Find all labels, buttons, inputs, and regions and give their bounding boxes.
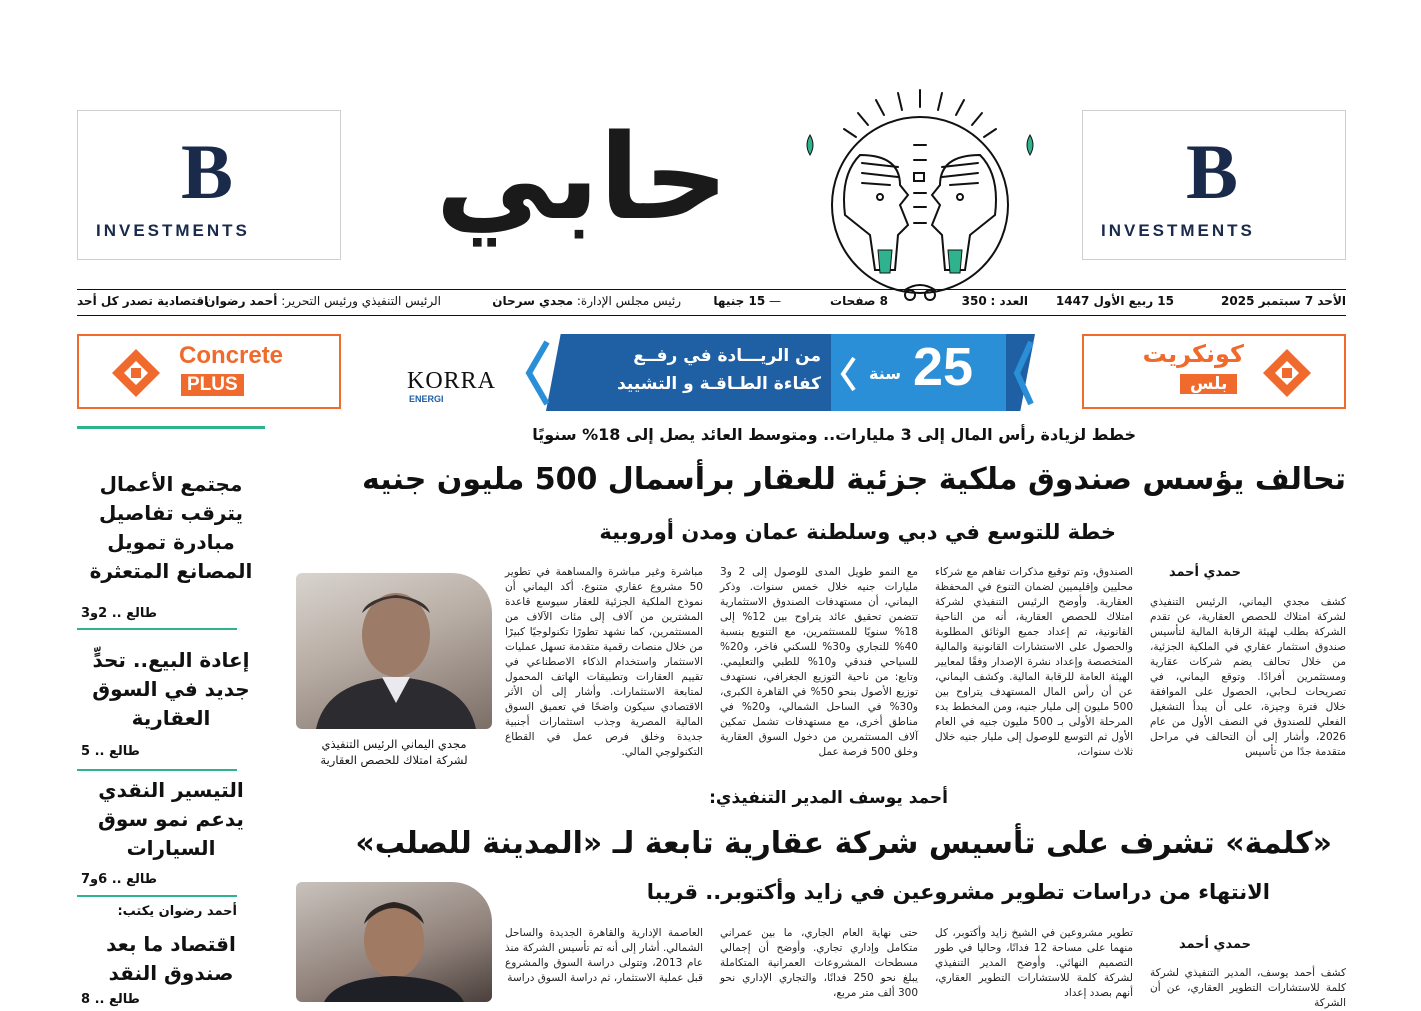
newspaper-title[interactable]: حابي: [435, 108, 729, 246]
person-silhouette-icon: [296, 573, 492, 729]
concrete-ar-line1: كونكريت: [1142, 340, 1244, 368]
chevron-icon: [839, 356, 857, 392]
investments-wordmark: INVESTMENTS: [1101, 221, 1255, 240]
story2-column-1: كشف أحمد يوسف، المدير التنفيذي لشركة كلمة للاستشارات التطوير العقاري، عن أن الشركة: [1150, 967, 1346, 1009]
right-investments-ad[interactable]: [1082, 110, 1346, 260]
editor-in-chief: الرئيس التنفيذي ورئيس التحرير: أحمد رضوان: [205, 294, 441, 308]
korra-years-number: 25: [913, 337, 974, 397]
caption-line: مجدي اليماني الرئيس التنفيذي: [321, 737, 467, 751]
sidebar-divider: [77, 628, 237, 630]
story1-column-3: مع النمو طويل المدى للوصول إلى 2 و3 مليارات جنيه خلال خمس سنوات. وذكر اليماني، أن مستهدفات الصندوق الاستثمارية تتضمن تحقيق عائد يتراوح بين 12% إلى 18% سنويًا للمستثمرين، مع التنويع بنسبة 40% للتجاري و30% للسكني فاخر، و20% للسياحي فندقي و10% للطبي والتعليمي. وتابع: من ناحية التوزيع الجغرافي، نستهدف توزيع الأصول بنحو 50% في القاهرة الكبرى، و30% في الساحل الشمالي، و20% في مناطق أخرى، مع مستهدفات تشمل تمكين آلاف المستثمرين من دخول السوق العقارية وخلق 500 فرصة عمل: [720, 566, 918, 758]
story2-column-4: العاصمة الإدارية والقاهرة الجديدة والساحل الشمالي. أشار إلى أنه تم تأسيس الشركة منذ عام 2013، وتتولى دراسة السوق والمشروع قبل عملية الاستثمار، ثم دراسة السوق دراسة: [505, 927, 703, 984]
sidebar-ref[interactable]: طالع .. 2و3: [81, 606, 158, 621]
sidebar-title-line: جديد في السوق: [92, 677, 250, 701]
story1-byline: حمدي أحمد: [1168, 565, 1242, 580]
sidebar-title-line: العقارية: [131, 706, 211, 730]
story2-photo[interactable]: [296, 882, 492, 1002]
sidebar-title-line: مبادرة تمويل: [107, 530, 235, 554]
sidebar-title-line: اقتصاد ما بعد: [106, 932, 236, 956]
story1-kicker: خطط لزيادة رأس المال إلى 3 مليارات.. ومتوسط العائد يصل إلى 18% سنويًا: [532, 425, 1136, 444]
korra-energy-ad[interactable]: [403, 334, 1035, 411]
masthead-rule-bottom: [77, 315, 1346, 316]
concrete-plus-ad-ar[interactable]: [1082, 334, 1346, 409]
pharaonic-emblem-icon: [800, 85, 1040, 300]
sidebar-divider: [77, 895, 237, 897]
person-silhouette-icon: [296, 882, 492, 1002]
concrete-en-line2: PLUS: [181, 374, 244, 396]
korra-sub: ENERGI: [409, 394, 444, 404]
concrete-logo-icon: [109, 346, 163, 400]
story1-column-4: مباشرة وغير مباشرة والمساهمة في تطوير 50 مشروع عقاري متنوع. أكد اليماني أن نموذج الملكية الجزئية للعقار سيوسع قاعدة المشترين من آلاف إلى مئات الآلاف من المستثمرين، كما نشهد تطورًا تكنولوجيًا كبيرًا من خلال منصات رقمية متقدمة تسهل عمليات الاستثمار واستخدام الذكاء الاصطناعي في تقييم العقارات وتطبيقات الهاتف المحمول لمتابعة الاستثمارات. وأشار إلى أن الأثر الاقتصادي سيكون واضحًا في تعميق السوق المالية المصرية وجذب استثمارات أجنبية جديدة وخلق فرص عمل في القطاع التكنولوجي المالي.: [505, 566, 703, 758]
korra-tagline-2: كفاءة الطـاقـة و التشييد: [617, 374, 821, 394]
sidebar-divider: [77, 769, 237, 771]
sidebar-item-factories[interactable]: [77, 470, 265, 586]
sidebar-title-line: التيسير النقدي: [98, 778, 244, 802]
price: — 15 جنيها: [713, 294, 781, 308]
concrete-en-line1: Concrete: [179, 342, 284, 369]
sidebar-item-resale[interactable]: [77, 646, 265, 733]
page-count: 8 صفحات: [830, 294, 888, 308]
hijri-date: 15 ربيع الأول 1447: [1055, 294, 1174, 308]
story1-column-1: كشف مجدي اليماني، الرئيس التنفيذي لشركة امتلاك للحصص العقارية، عن تقدم الشركة بطلب لهيئة الرقابة المالية لتأسيس صندوق استثمار عقاري في الملكية الجزئية، من خلال تحالف يضم شركات عقارية ومستثمرين أفرادًا. وتوقع اليماني، في تصريحات لـحابي، الحصول على الموافقة خلال فترة وجيزة، على أن يبدأ التشغيل الفعلي للصندوق في النصف الأول من عام 2026، وأشار إلى أن التحالف في مراحل متقدمة جدًا من تأسيس: [1150, 596, 1346, 758]
sidebar-title-line: إعادة البيع.. تحدٍّ: [92, 648, 250, 672]
sidebar-title-line: يدعم نمو سوق: [98, 807, 244, 831]
story2-headline[interactable]: «كلمة» تشرف على تأسيس شركة عقارية تابعة لـ «المدينة للصلب»: [355, 826, 1332, 861]
b-logo-icon: B: [1186, 128, 1239, 215]
concrete-ar-line2: بلس: [1180, 374, 1237, 394]
story1-subhead: خطة للتوسع في دبي وسلطنة عمان ومدن أوروبية: [599, 520, 1116, 544]
chairman: رئيس مجلس الإدارة: مجدي سرحان: [492, 294, 681, 308]
issue-number: العدد : 350: [961, 294, 1028, 308]
story1-headline[interactable]: تحالف يؤسس صندوق ملكية جزئية للعقار برأسمال 500 مليون جنيه: [362, 462, 1346, 497]
story2-byline: حمدي أحمد: [1178, 937, 1252, 952]
story1-photo-caption: [296, 736, 492, 768]
masthead-rule-top: [77, 289, 1346, 290]
sidebar-divider: [77, 426, 265, 429]
story2-kicker: أحمد يوسف المدير التنفيذي:: [709, 788, 948, 808]
story1-photo[interactable]: [296, 573, 492, 729]
korra-tagline-1: من الريـــادة في رفــع: [633, 346, 821, 366]
sidebar-title-line: يترقب تفاصيل: [98, 501, 244, 525]
story1-column-2: الصندوق، وتم توقيع مذكرات تفاهم مع شركاء محليين وإقليميين لضمان التنوع في المحفظة العقارية. وأوضح الرئيس التنفيذي لشركة امتلاك للحصص العقارية، أنه من الناحية القانونية، تم إعداد جميع الوثائق المطلوبة والحصول على الاستشارات القانونية والمالية المتخصصة وإعداد نشرة الإصدار وفقًا لمعايير الهيئة العامة للرقابة المالية. وكشف اليماني، عن أن رأس المال المستهدف يتراوح بين 500 مليون إلى مليار جنيه، ومن المخطط بدء المرحلة الأولى بـ 500 مليون جنيه في العام الأول ثم التوسع للوصول إلى مليار جنيه خلال ثلاث سنوات،: [935, 566, 1133, 758]
sidebar-ref[interactable]: طالع .. 6و7: [81, 872, 158, 887]
issue-date: الأحد 7 سبتمبر 2025: [1221, 294, 1346, 308]
issue-info-bar: [77, 294, 1346, 312]
korra-years-word: سنة: [869, 364, 901, 383]
concrete-logo-icon: [1260, 346, 1314, 400]
caption-line: لشركة امتلاك للحصص العقارية: [320, 753, 468, 767]
sidebar-ref[interactable]: طالع .. 5: [81, 744, 140, 759]
sidebar-item-imf[interactable]: [77, 930, 265, 988]
concrete-plus-ad-en[interactable]: [77, 334, 341, 409]
story2-column-3: حتى نهاية العام الجاري، ما بين عمراني متكامل وإداري تجاري. وأوضح أن إجمالي مسطحات المشروعات العمرانية المتكاملة يبلغ نحو 250 فدانًا، والتجاري الإداري نحو 300 ألف متر مربع،: [720, 927, 918, 999]
sidebar-item-cars[interactable]: [77, 776, 265, 863]
sidebar-kicker: أحمد رضوان يكتب:: [117, 904, 237, 919]
story2-column-2: تطوير مشروعين في الشيخ زايد وأكتوبر، كل منهما على مساحة 12 فدانًا، وحاليا في طور التصميم النهائي. وأوضح المدير التنفيذي لشركة كلمة للاستشارات التطوير العقاري، أنهم بصدد إعداد: [935, 927, 1134, 999]
sidebar-title-line: المصانع المتعثرة: [89, 559, 253, 583]
left-investments-ad[interactable]: [77, 110, 341, 260]
korra-brand: KORRA: [407, 368, 497, 394]
chevron-icon: [1011, 338, 1035, 408]
investments-wordmark: INVESTMENTS: [96, 221, 250, 240]
sidebar-title-line: السيارات: [126, 836, 216, 860]
b-logo-icon: B: [181, 128, 234, 215]
chevron-icon: [521, 338, 551, 408]
sidebar-title-line: مجتمع الأعمال: [99, 472, 243, 496]
sidebar-ref[interactable]: طالع .. 8: [81, 992, 140, 1007]
sidebar: [77, 426, 265, 1007]
tagline: اقتصادية تصدر كل أحد: [77, 294, 209, 308]
story2-subhead: الانتهاء من دراسات تطوير مشروعين في زايد وأكتوبر.. قريبا: [646, 880, 1270, 904]
sidebar-title-line: صندوق النقد: [108, 961, 234, 985]
